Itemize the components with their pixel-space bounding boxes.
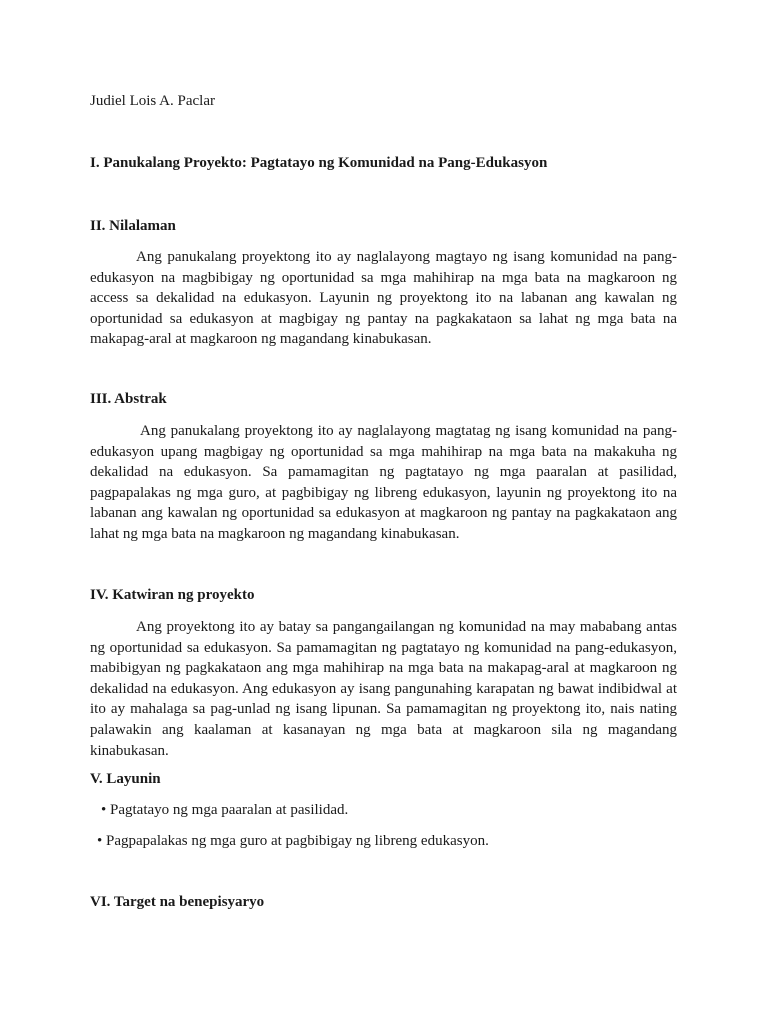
section-body-abstrak: Ang panukalang proyektong ito ay naglalayong magtatag ng isang komunidad na pang-edukasyon upang magbigay ng oportunidad sa mga mahihirap na mga bata na makakuha ng dekalidad na edukasyon. Sa pamamagitan ng pagtatayo ng mga paaralan at pasilidad, pagpapalakas ng mga guro, at pagbibigay ng libreng edukasyon, layunin ng proyektong ito na labanan ang kawalan ng oportunidad sa edukasyon at magkaroon ng pantay na pagkakataon ang lahat ng mga bata na magkaroon ng magandang kinabukasan. [90,423,677,542]
section-heading-target: VI. Target na benepisyaryo [90,894,265,910]
list-item: • Pagtatayo ng mga paaralan at pasilidad. [101,802,349,818]
author-name: Judiel Lois A. Paclar [90,93,215,109]
document-title: I. Panukalang Proyekto: Pagtatayo ng Komunidad na Pang-Edukasyon [90,155,548,171]
section-heading-nilalaman: II. Nilalaman [90,218,176,234]
section-body-katwiran: Ang proyektong ito ay batay sa pangangailangan ng komunidad na may mababang antas ng oportunidad sa edukasyon. Sa pamamagitan ng pagtatayo ng komunidad na pang-edukasyon, mabibigyan ng pagkakataon ang mga mahihirap na mga bata na makapag-aral at magkaroon ng dekalidad na edukasyon. Ang edukasyon ay isang pangunahing karapatan ng bawat indibidwal at ito ay mahalaga sa pag-unlad ng isang lipunan. Sa pamamagitan ng proyektong ito, nais nating palawakin ang kaalaman at kasanayan ng mga bata at magkaroon sila ng magandang kinabukasan. [90,619,677,759]
list-item: • Pagpapalakas ng mga guro at pagbibigay ng libreng edukasyon. [97,833,489,849]
section-heading-layunin: V. Layunin [90,771,161,787]
section-body-nilalaman: Ang panukalang proyektong ito ay naglalayong magtayo ng isang komunidad na pang-edukasyon na magbibigay ng oportunidad sa mga mahihirap na mga bata na magkaroon ng access sa dekalidad na edukasyon. Layunin ng proyektong ito na labanan ang kawalan ng oportunidad sa edukasyon at magbigay ng pantay na pagkakataon sa lahat ng mga bata na makapag-aral at magkaroon ng magandang kinabukasan. [90,249,677,348]
section-heading-abstrak: III. Abstrak [90,391,167,407]
section-heading-katwiran: IV. Katwiran ng proyekto [90,587,255,603]
